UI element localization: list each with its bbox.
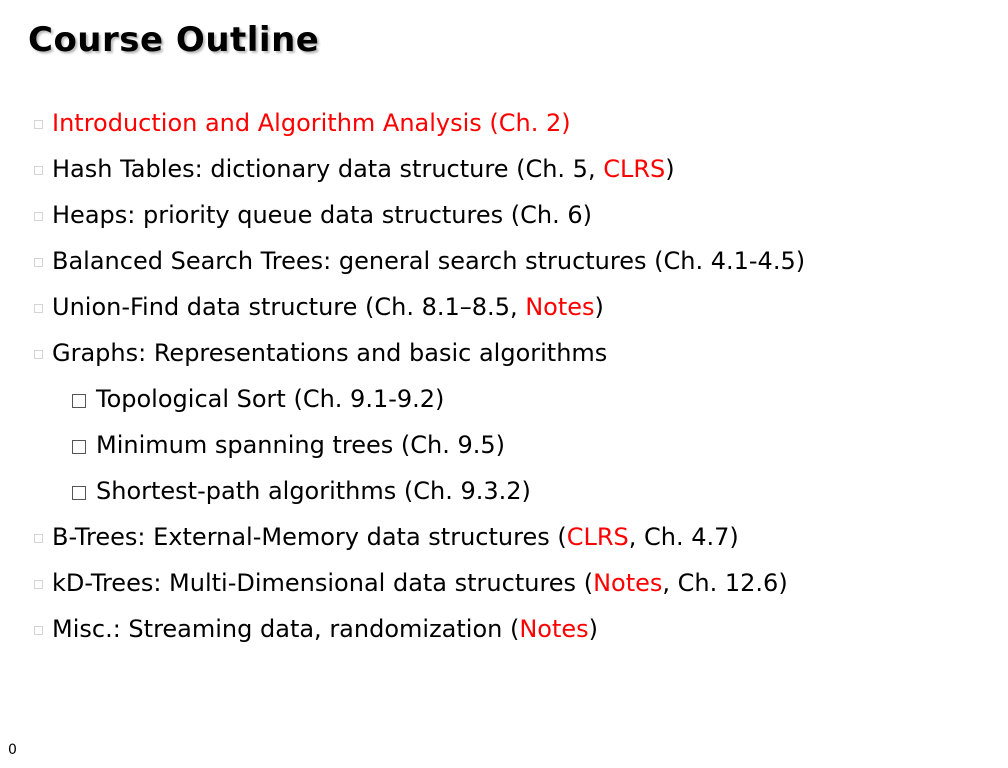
outline-subitem — [0, 472, 1008, 518]
text-segment: Union-Find data structure (Ch. 8.1–8.5, — [52, 293, 526, 321]
outline-item-text — [52, 334, 607, 372]
highlighted-text: Notes — [519, 615, 589, 643]
outline-subitem — [0, 426, 1008, 472]
hollow-square-bullet-icon — [72, 394, 86, 408]
text-segment: Misc.: Streaming data, randomization ( — [52, 615, 520, 643]
text-segment: , Ch. 4.7) — [628, 523, 739, 551]
outline-item — [0, 104, 1008, 150]
hollow-square-bullet-icon — [72, 440, 86, 454]
square-bullet-icon — [34, 258, 43, 267]
outline-item — [0, 610, 1008, 656]
square-bullet-icon — [34, 350, 43, 359]
text-segment: Minimum spanning trees (Ch. 9.5) — [96, 431, 505, 459]
text-segment: ) — [665, 155, 675, 183]
square-bullet-icon — [34, 304, 43, 313]
outline-item — [0, 288, 1008, 334]
text-segment: Hash Tables: dictionary data structure (Ch. 5, — [52, 155, 604, 183]
square-bullet-icon — [34, 580, 43, 589]
square-bullet-icon — [34, 166, 43, 175]
text-segment: , Ch. 12.6) — [662, 569, 788, 597]
outline-item-text — [52, 242, 805, 280]
outline-item-text — [52, 610, 598, 648]
hollow-square-bullet-icon — [72, 486, 86, 500]
outline-item-text — [96, 472, 531, 510]
outline-item — [0, 564, 1008, 610]
text-segment: ) — [594, 293, 604, 321]
slide-title: Course Outline — [28, 20, 320, 60]
text-segment: Topological Sort (Ch. 9.1-9.2) — [96, 385, 445, 413]
outline-item — [0, 518, 1008, 564]
outline-item-text — [52, 288, 604, 326]
outline-item-text — [96, 380, 444, 418]
text-segment: B-Trees: External-Memory data structures ( — [52, 523, 567, 551]
course-outline-list — [0, 104, 1008, 656]
text-segment: kD-Trees: Multi-Dimensional data structures ( — [52, 569, 594, 597]
outline-item-text — [52, 564, 788, 602]
outline-item-text — [52, 518, 739, 556]
square-bullet-icon — [34, 120, 43, 129]
outline-item-text — [52, 104, 571, 142]
text-segment: Heaps: priority queue data structures (Ch. 6) — [52, 201, 592, 229]
outline-item — [0, 334, 1008, 380]
text-segment: Balanced Search Trees: general search structures (Ch. 4.1-4.5) — [52, 247, 806, 275]
highlighted-text: Introduction and Algorithm Analysis (Ch. 2) — [52, 109, 571, 137]
highlighted-text: Notes — [525, 293, 595, 321]
outline-item-text — [52, 150, 675, 188]
highlighted-text: CLRS — [566, 523, 629, 551]
outline-subitem — [0, 380, 1008, 426]
square-bullet-icon — [34, 534, 43, 543]
outline-item-text — [96, 426, 505, 464]
outline-item — [0, 242, 1008, 288]
highlighted-text: CLRS — [603, 155, 666, 183]
page-number: 0 — [8, 742, 17, 758]
text-segment: Shortest-path algorithms (Ch. 9.3.2) — [96, 477, 531, 505]
text-segment: ) — [588, 615, 599, 643]
outline-item-text — [52, 196, 592, 234]
highlighted-text: Notes — [593, 569, 663, 597]
outline-item — [0, 150, 1008, 196]
square-bullet-icon — [34, 626, 43, 635]
outline-item — [0, 196, 1008, 242]
text-segment: Graphs: Representations and basic algorithms — [52, 339, 608, 367]
square-bullet-icon — [34, 212, 43, 221]
